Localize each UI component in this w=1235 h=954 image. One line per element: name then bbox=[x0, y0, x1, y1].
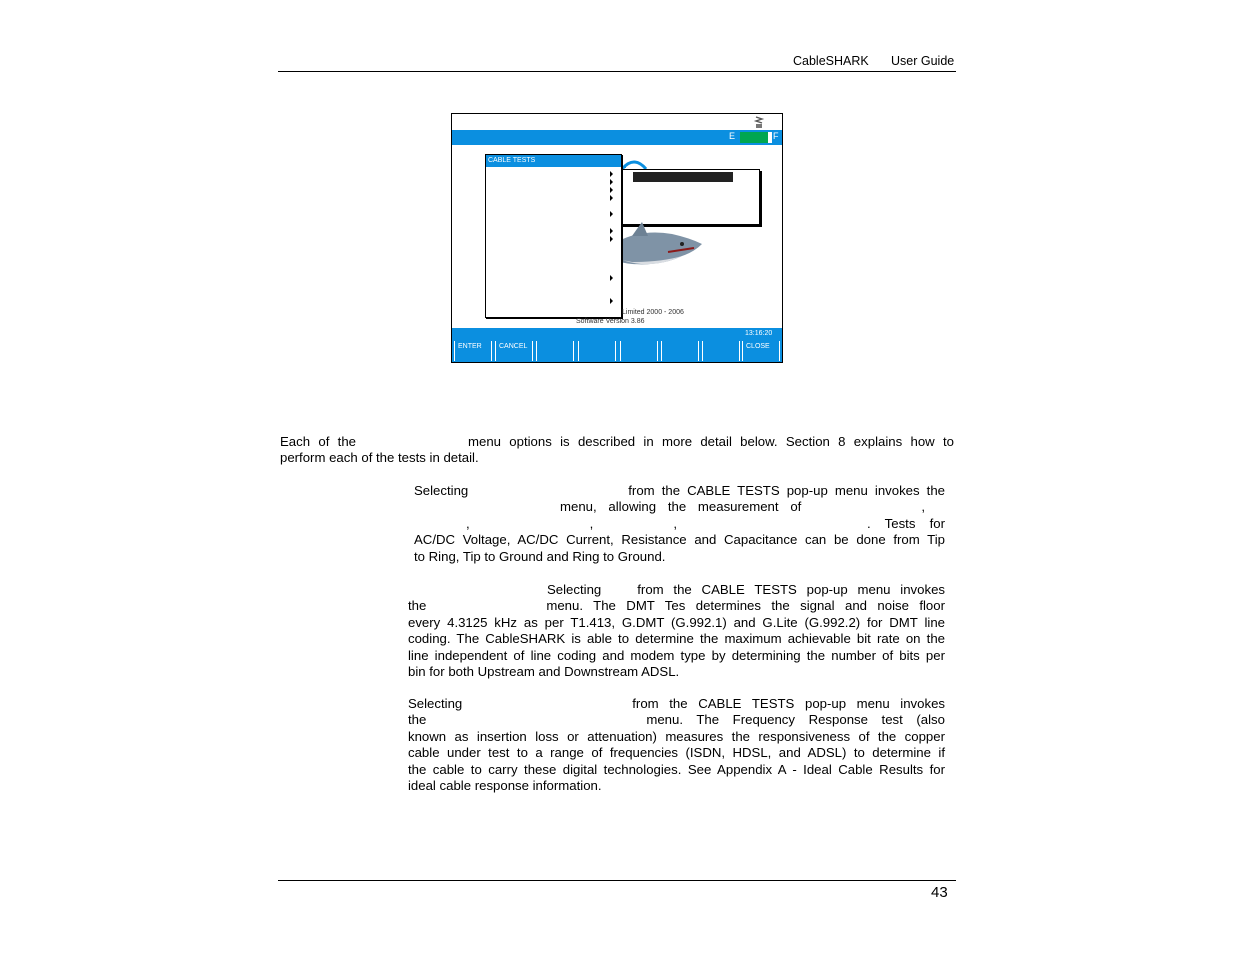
para-line: to Ring, Tip to Ground and Ring to Ground. bbox=[414, 548, 666, 564]
text-span: . Tests for bbox=[867, 515, 945, 531]
submenu-highlight bbox=[633, 172, 733, 182]
function-key-7[interactable] bbox=[702, 341, 740, 361]
intro-line bbox=[280, 434, 954, 450]
text-span: from the CABLE TESTS pop-up menu invokes bbox=[632, 696, 945, 711]
popup-title: CABLE TESTS bbox=[488, 157, 536, 164]
clock: 13:16:20 bbox=[745, 330, 773, 337]
top-status-bar bbox=[452, 130, 782, 145]
text-span: Each of the bbox=[280, 434, 356, 449]
text-span: menu options is described in more detail below. Section 8 explains how to bbox=[468, 434, 954, 449]
intro-paragraph bbox=[280, 434, 954, 467]
text-span: from the CABLE TESTS pop-up menu invokes the bbox=[628, 483, 945, 498]
text-span: the bbox=[408, 712, 427, 728]
battery-empty-label: E bbox=[729, 131, 736, 141]
submenu-arrow-icon bbox=[610, 228, 613, 234]
submenu-arrow-icon bbox=[610, 187, 613, 193]
cable-tests-popup-menu[interactable] bbox=[485, 154, 622, 318]
function-key-3[interactable] bbox=[536, 341, 574, 361]
submenu-arrow-icon bbox=[610, 211, 613, 217]
dmt-paragraph bbox=[408, 582, 945, 680]
text-span: Selecting bbox=[547, 582, 602, 597]
background-submenu bbox=[620, 169, 760, 225]
text-span: Selecting bbox=[414, 483, 469, 498]
para-line bbox=[414, 516, 945, 532]
para-line: every 4.3125 kHz as per T1.413, G.DMT (G.992.1) and G.Lite (G.992.2) for DMT line bbox=[408, 614, 945, 630]
submenu-arrow-icon bbox=[610, 298, 613, 304]
submenu-arrow-icon bbox=[610, 236, 613, 242]
battery-gauge bbox=[740, 132, 772, 143]
text-span: menu. The DMT Tes determines the signal and noise floor bbox=[546, 598, 945, 614]
software-version: Software Version 3.86 bbox=[576, 318, 645, 325]
text-span: , bbox=[921, 499, 925, 515]
function-key-6[interactable] bbox=[661, 341, 699, 361]
para-line: ideal cable response information. bbox=[408, 778, 602, 794]
para-line: the cable to carry these digital technologies. See Appendix A - Ideal Cable Results for bbox=[408, 761, 945, 777]
para-line: coding. The CableSHARK is able to determine the maximum achievable bit rate on the bbox=[408, 631, 945, 647]
para-line bbox=[408, 712, 945, 728]
text-span: menu. The Frequency Response test (also bbox=[646, 712, 945, 728]
frequency-response-paragraph bbox=[408, 696, 945, 794]
header-rule bbox=[278, 71, 956, 72]
function-key-bar bbox=[452, 339, 782, 362]
page-number: 43 bbox=[931, 884, 948, 901]
para-line bbox=[414, 483, 945, 499]
text-span: , bbox=[673, 515, 678, 531]
enter-key[interactable]: ENTER bbox=[454, 341, 492, 361]
function-key-5[interactable] bbox=[620, 341, 658, 361]
para-line bbox=[414, 499, 945, 515]
bottom-status-bar bbox=[452, 328, 782, 339]
meter-paragraph bbox=[414, 483, 945, 565]
function-key-4[interactable] bbox=[578, 341, 616, 361]
submenu-arrow-icon bbox=[610, 179, 613, 185]
text-span: Selecting bbox=[408, 696, 463, 711]
text-span: , bbox=[589, 515, 594, 531]
close-key[interactable]: CLOSE bbox=[742, 341, 780, 361]
text-span: menu, allowing the measurement of bbox=[560, 499, 802, 515]
header-product: CableSHARK bbox=[793, 54, 869, 68]
popup-title-bar bbox=[486, 155, 621, 167]
para-line: cable under test to a range of frequencies (ISDN, HDSL, and ADSL) to determine if bbox=[408, 745, 945, 761]
plug-icon bbox=[752, 115, 766, 129]
para-line bbox=[408, 598, 945, 614]
header-guide-title: User Guide bbox=[891, 54, 955, 68]
cancel-key[interactable]: CANCEL bbox=[495, 341, 533, 361]
para-line bbox=[408, 696, 945, 712]
submenu-arrow-icon bbox=[610, 195, 613, 201]
para-line: AC/DC Voltage, AC/DC Current, Resistance and Capacitance can be done from Tip bbox=[414, 532, 945, 548]
device-screenshot bbox=[451, 113, 783, 363]
submenu-arrow-icon bbox=[610, 171, 613, 177]
para-line: bin for both Upstream and Downstream ADSL. bbox=[408, 664, 680, 680]
text-span: the bbox=[408, 598, 427, 614]
text-span: from the CABLE TESTS pop-up menu invokes bbox=[637, 582, 945, 597]
battery-full-label: F bbox=[773, 131, 779, 141]
para-line: line independent of line coding and modem type by determining the number of bits per bbox=[408, 647, 945, 663]
copyright-line: Limited 2000 - 2006 bbox=[622, 309, 684, 316]
para-line bbox=[408, 582, 945, 598]
intro-line: perform each of the tests in detail. bbox=[280, 450, 479, 466]
para-line: known as insertion loss or attenuation) measures the responsiveness of the copper bbox=[408, 728, 945, 744]
text-span: , bbox=[466, 515, 470, 531]
submenu-arrow-icon bbox=[610, 275, 613, 281]
footer-rule bbox=[278, 880, 956, 881]
